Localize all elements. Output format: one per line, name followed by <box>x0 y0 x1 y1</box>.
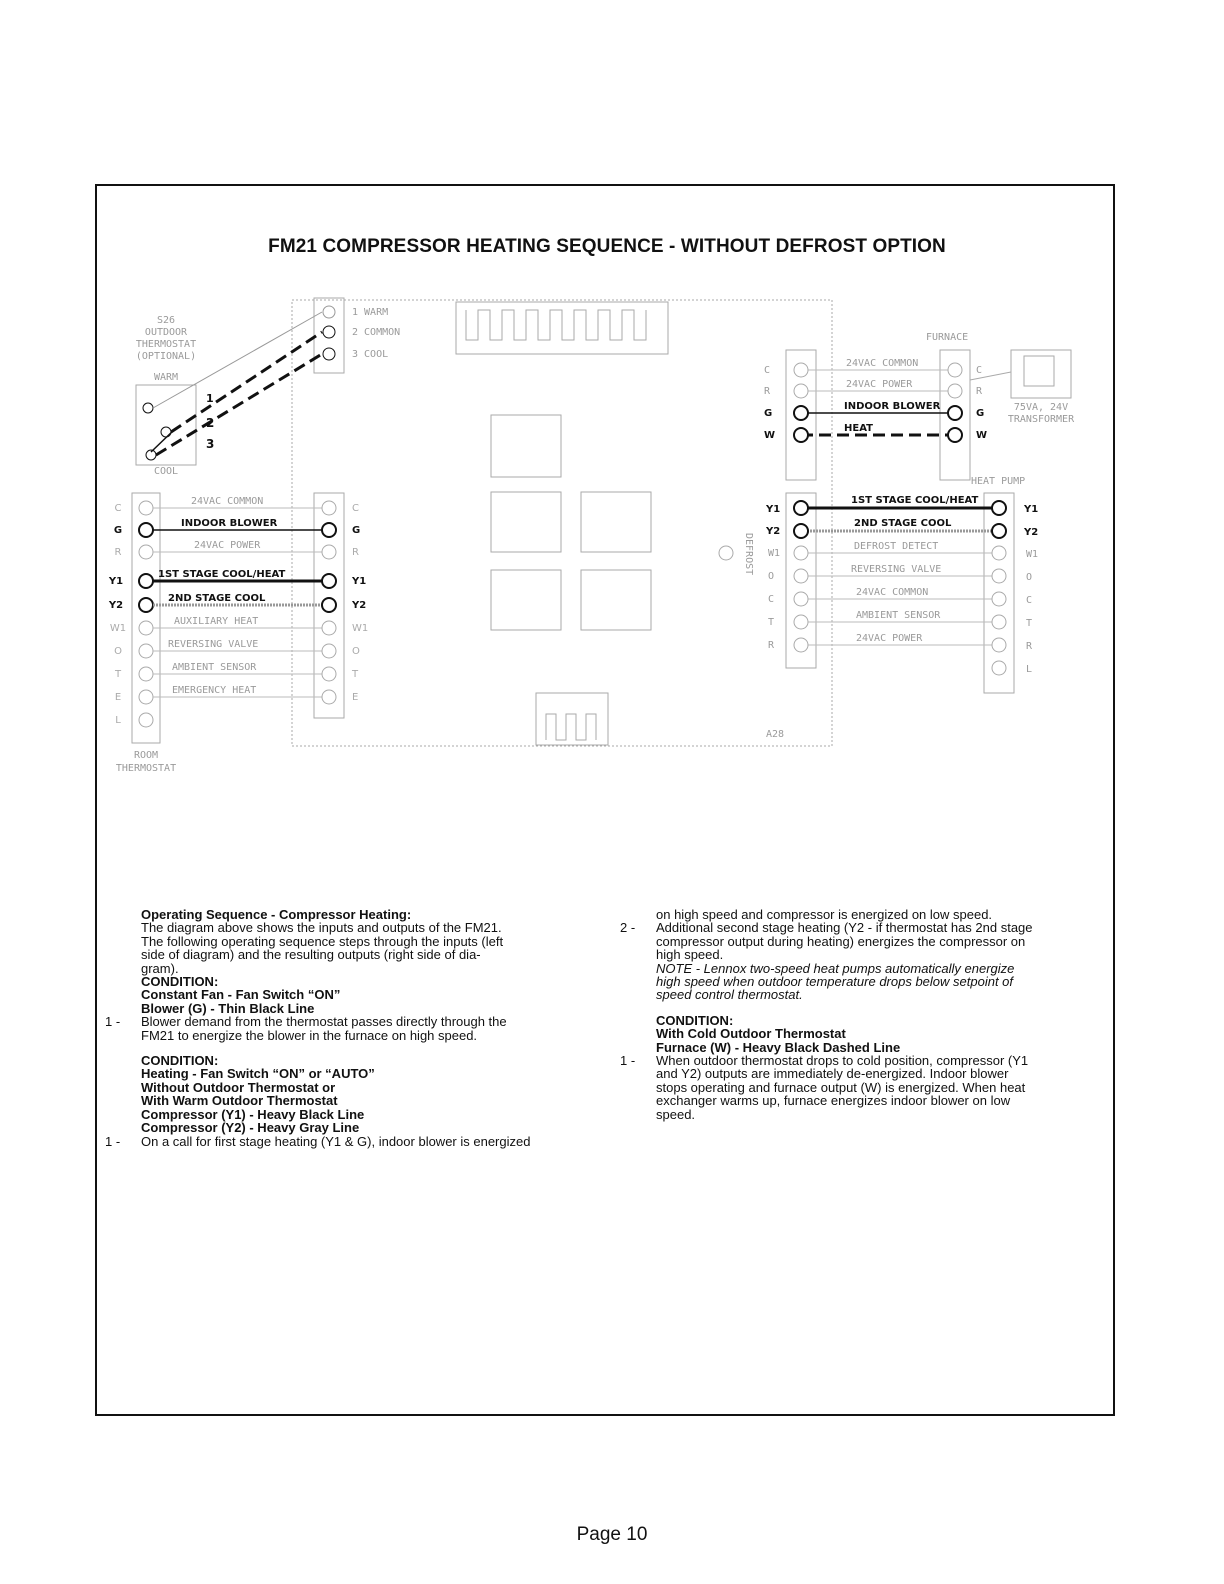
board-relay <box>581 570 651 630</box>
svg-text:W: W <box>976 430 988 441</box>
transformer-box <box>1011 350 1071 398</box>
svg-text:E: E <box>352 692 359 703</box>
svg-text:TRANSFORMER: TRANSFORMER <box>1007 414 1075 425</box>
svg-text:G: G <box>352 525 361 536</box>
room-terminal-letters <box>108 503 126 726</box>
svg-text:O: O <box>114 646 122 657</box>
cool-label: COOL <box>153 466 179 477</box>
svg-text:3: 3 <box>206 437 215 451</box>
svg-text:2: 2 <box>206 416 215 430</box>
top-terminals <box>323 306 400 360</box>
svg-text:75VA, 24V: 75VA, 24V <box>1013 402 1069 413</box>
hp-board-terminals <box>794 501 808 652</box>
room-terminals <box>139 501 153 727</box>
board-relay <box>491 570 561 630</box>
board-outline <box>292 300 832 746</box>
svg-text:THERMOSTAT: THERMOSTAT <box>115 763 177 774</box>
svg-text:24VAC POWER: 24VAC POWER <box>856 633 923 644</box>
heat-pump-label: HEAT PUMP <box>971 476 1026 487</box>
svg-text:INDOOR BLOWER: INDOOR BLOWER <box>844 401 941 412</box>
wiring-diagram <box>96 290 1096 790</box>
svg-text:T: T <box>352 669 359 680</box>
svg-text:C: C <box>768 594 775 605</box>
svg-text:R: R <box>1026 641 1033 652</box>
svg-text:24VAC COMMON: 24VAC COMMON <box>846 358 919 369</box>
svg-text:1 WARM: 1 WARM <box>352 307 389 318</box>
svg-text:ROOM: ROOM <box>133 750 159 761</box>
board-left-letters <box>351 503 368 703</box>
svg-text:W1: W1 <box>1026 549 1039 560</box>
board-left-terminals <box>322 501 336 704</box>
svg-text:R: R <box>976 386 983 397</box>
svg-text:T: T <box>768 617 775 628</box>
svg-text:T: T <box>1026 618 1033 629</box>
svg-text:24VAC POWER: 24VAC POWER <box>194 540 261 551</box>
hp-board-letters <box>765 504 780 651</box>
svg-text:INDOOR BLOWER: INDOOR BLOWER <box>181 518 278 529</box>
svg-text:E: E <box>114 692 122 703</box>
svg-text:1ST STAGE COOL/HEAT: 1ST STAGE COOL/HEAT <box>158 569 286 580</box>
svg-text:Y1: Y1 <box>1024 504 1039 515</box>
page-number: Page 10 <box>576 1524 648 1545</box>
board-connector-bottom <box>536 693 608 745</box>
svg-text:C: C <box>976 365 983 376</box>
transformer-core <box>1024 356 1054 386</box>
svg-text:THERMOSTAT: THERMOSTAT <box>135 339 197 350</box>
defrost-label: DEFROST <box>743 533 754 576</box>
svg-text:C: C <box>352 503 359 514</box>
furnace-wire-labels <box>844 358 941 434</box>
left-text-column: Operating Sequence - Compressor Heating: The diagram above shows the inputs and outputs of the FM21. The following operating sequence steps through the inputs (left side of diagram) and the resulting outputs (right side of dia- gram). CONDITION: Constant Fan - Fan Switch “ON” Blower (G) - Thin Black Line 1 - Blower demand from the thermostat passes directly through the FM21 to energize the blower in the furnace on high speed. CONDITION: Heating - Fan Switch “ON” or “AUTO” Without Outdoor Thermostat or With Warm Outdoor Thermostat Compressor (Y1) - Heavy Black Line Compressor (Y2) - Heavy Gray Line 1 - On a call for first stage heating (Y1 & G), indoor blower is energized <box>105 908 585 1148</box>
defrost-jumper <box>719 546 733 560</box>
furnace-right-letters <box>976 365 987 441</box>
svg-text:Y1: Y1 <box>766 504 781 515</box>
svg-text:Y1: Y1 <box>108 576 124 587</box>
section-heading: Operating Sequence - Compressor Heating: <box>141 907 412 922</box>
svg-text:2 COMMON: 2 COMMON <box>352 327 401 338</box>
svg-text:W1: W1 <box>768 548 781 559</box>
svg-text:REVERSING VALVE: REVERSING VALVE <box>851 564 942 575</box>
svg-text:O: O <box>352 646 360 657</box>
svg-text:G: G <box>113 525 123 536</box>
svg-text:Y2: Y2 <box>766 526 781 537</box>
step-item: 2 - Additional second stage heating (Y2 - if thermostat has 2nd stage compressor output during heating) energizes the compressor on high speed. <box>620 920 1033 963</box>
step-item: 1 - When outdoor thermostat drops to cold position, compressor (Y1 and Y2) outputs are immediately de-energized. Indoor blower stops operating and furnace output (W) is energized. When heat exchanger warms up, furnace energizes indoor blower on low speed. <box>620 1053 1029 1122</box>
step-item: 1 - On a call for first stage heating (Y1 & G), indoor blower is energized <box>105 1133 531 1149</box>
svg-text:W: W <box>764 430 776 441</box>
svg-text:EMERGENCY HEAT: EMERGENCY HEAT <box>172 685 257 696</box>
svg-text:DEFROST DETECT: DEFROST DETECT <box>854 541 939 552</box>
svg-text:T: T <box>114 669 122 680</box>
warm-label: WARM <box>153 372 179 383</box>
svg-text:REVERSING VALVE: REVERSING VALVE <box>168 639 259 650</box>
right-text-column: on high speed and compressor is energized on low speed. 2 - Additional second stage heating (Y2 - if thermostat has 2nd stage compressor output during heating) energizes the compressor on high speed. NOTE - Lennox two-speed heat pumps automatically energize high speed when outdoor temperature drops below setpoint of speed control thermostat. CONDITION: With Cold Outdoor Thermostat Furnace (W) - Heavy Black Dashed Line 1 - When outdoor thermostat drops to cold position, compressor (Y1 and Y2) outputs are immediately de-energized. Indoor blower stops operating and furnace output (W) is energized. When heat exchanger warms up, furnace energizes indoor blower on low speed. <box>620 908 1100 1121</box>
svg-text:S26: S26 <box>156 315 176 326</box>
svg-text:(OPTIONAL): (OPTIONAL) <box>135 351 197 362</box>
svg-text:24VAC COMMON: 24VAC COMMON <box>856 587 929 598</box>
connector-teeth <box>466 310 646 340</box>
board-relay <box>491 415 561 477</box>
svg-text:R: R <box>768 640 775 651</box>
svg-text:O: O <box>1026 572 1033 583</box>
svg-text:2ND STAGE COOL: 2ND STAGE COOL <box>168 593 266 604</box>
room-thermostat-label <box>116 750 176 774</box>
hp-letters <box>1023 504 1038 675</box>
outdoor-thermostat-label <box>136 315 196 477</box>
svg-text:C: C <box>764 365 771 376</box>
outdoor-tstat-box <box>136 385 196 465</box>
svg-text:AUXILIARY HEAT: AUXILIARY HEAT <box>174 616 259 627</box>
svg-text:G: G <box>764 408 773 419</box>
svg-text:1ST STAGE COOL/HEAT: 1ST STAGE COOL/HEAT <box>851 495 979 506</box>
svg-text:R: R <box>352 547 359 558</box>
board-furnace-letters <box>764 365 775 441</box>
svg-text:C: C <box>114 503 122 514</box>
svg-text:W1: W1 <box>109 623 127 634</box>
svg-text:Y2: Y2 <box>108 600 124 611</box>
step-item: 1 - Blower demand from the thermostat passes directly through the FM21 to energize the blower in the furnace on high speed. <box>105 1014 507 1043</box>
svg-text:C: C <box>1026 595 1033 606</box>
svg-text:2ND STAGE COOL: 2ND STAGE COOL <box>854 518 952 529</box>
left-wire-labels <box>158 496 285 696</box>
svg-text:24VAC POWER: 24VAC POWER <box>846 379 913 390</box>
svg-text:R: R <box>764 386 771 397</box>
svg-text:Y2: Y2 <box>352 600 367 611</box>
page-title: FM21 COMPRESSOR HEATING SEQUENCE - WITHOUT DEFROST OPTION <box>268 236 946 257</box>
note: NOTE - Lennox two-speed heat pumps automatically energize <box>656 960 1015 976</box>
svg-text:AMBIENT SENSOR: AMBIENT SENSOR <box>856 610 941 621</box>
board-label: A28 <box>766 729 785 740</box>
svg-text:G: G <box>976 408 985 419</box>
svg-text:W1: W1 <box>352 623 369 634</box>
connector-teeth <box>546 714 596 740</box>
furnace-label: FURNACE <box>926 332 969 343</box>
transformer-label <box>1008 402 1075 425</box>
svg-text:Y2: Y2 <box>1024 527 1039 538</box>
svg-text:Y1: Y1 <box>352 576 367 587</box>
svg-text:1: 1 <box>206 392 214 405</box>
hp-terminals <box>992 501 1006 675</box>
svg-text:OUTDOOR: OUTDOOR <box>144 327 188 338</box>
svg-text:3 COOL: 3 COOL <box>352 349 389 360</box>
svg-text:AMBIENT SENSOR: AMBIENT SENSOR <box>172 662 257 673</box>
svg-text:L: L <box>1026 664 1033 675</box>
board-relay <box>491 492 561 552</box>
svg-text:O: O <box>768 571 775 582</box>
svg-text:HEAT: HEAT <box>844 423 873 434</box>
board-relay <box>581 492 651 552</box>
svg-text:24VAC COMMON: 24VAC COMMON <box>191 496 264 507</box>
svg-text:L: L <box>115 715 121 726</box>
svg-text:R: R <box>114 547 122 558</box>
